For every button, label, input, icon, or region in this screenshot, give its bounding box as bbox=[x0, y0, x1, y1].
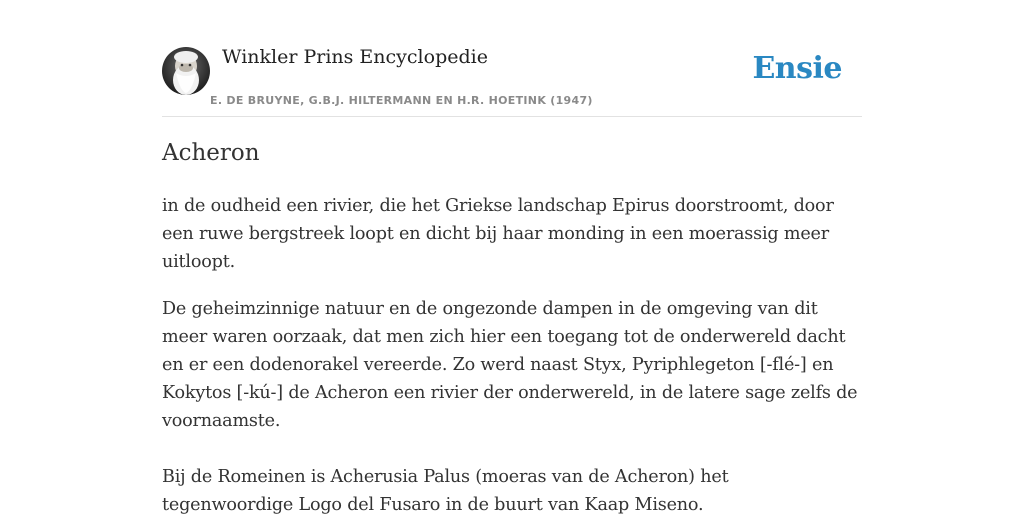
portrait-image bbox=[162, 47, 210, 95]
article-paragraph: in de oudheid een rivier, die het Griekse landschap Epirus doorstroomt, door een ruwe bergstreek loopt en dicht bij haar monding in een moerassig meer uitloopt. bbox=[162, 196, 834, 272]
author-portrait bbox=[162, 47, 210, 95]
article-body bbox=[162, 192, 862, 519]
page bbox=[162, 0, 862, 515]
ensie-logo[interactable]: Ensie bbox=[752, 51, 842, 86]
authors-line: E. DE BRUYNE, G.B.J. HILTERMANN EN H.R. HOETINK (1947) bbox=[210, 94, 593, 107]
encyclopedia-title[interactable]: Winkler Prins Encyclopedie bbox=[222, 46, 488, 68]
article-paragraph: De geheimzinnige natuur en de ongezonde dampen in de omgeving van dit meer waren oorzaak, dat men zich hier een toegang tot de onderwereld dacht en er een dodenorakel vereerde. Zo werd naast Styx, Pyriphlegeton [-flé-] en Kokytos [-kú-] de Acheron een rivier der onderwereld, in de latere sage zelfs de voornaamste. bbox=[162, 299, 858, 431]
article-title: Acheron bbox=[162, 140, 260, 166]
header bbox=[162, 0, 862, 117]
article-paragraph: Bij de Romeinen is Acherusia Palus (moeras van de Acheron) het tegenwoordige Logo del Fusaro in de buurt van Kaap Miseno. bbox=[162, 467, 729, 515]
